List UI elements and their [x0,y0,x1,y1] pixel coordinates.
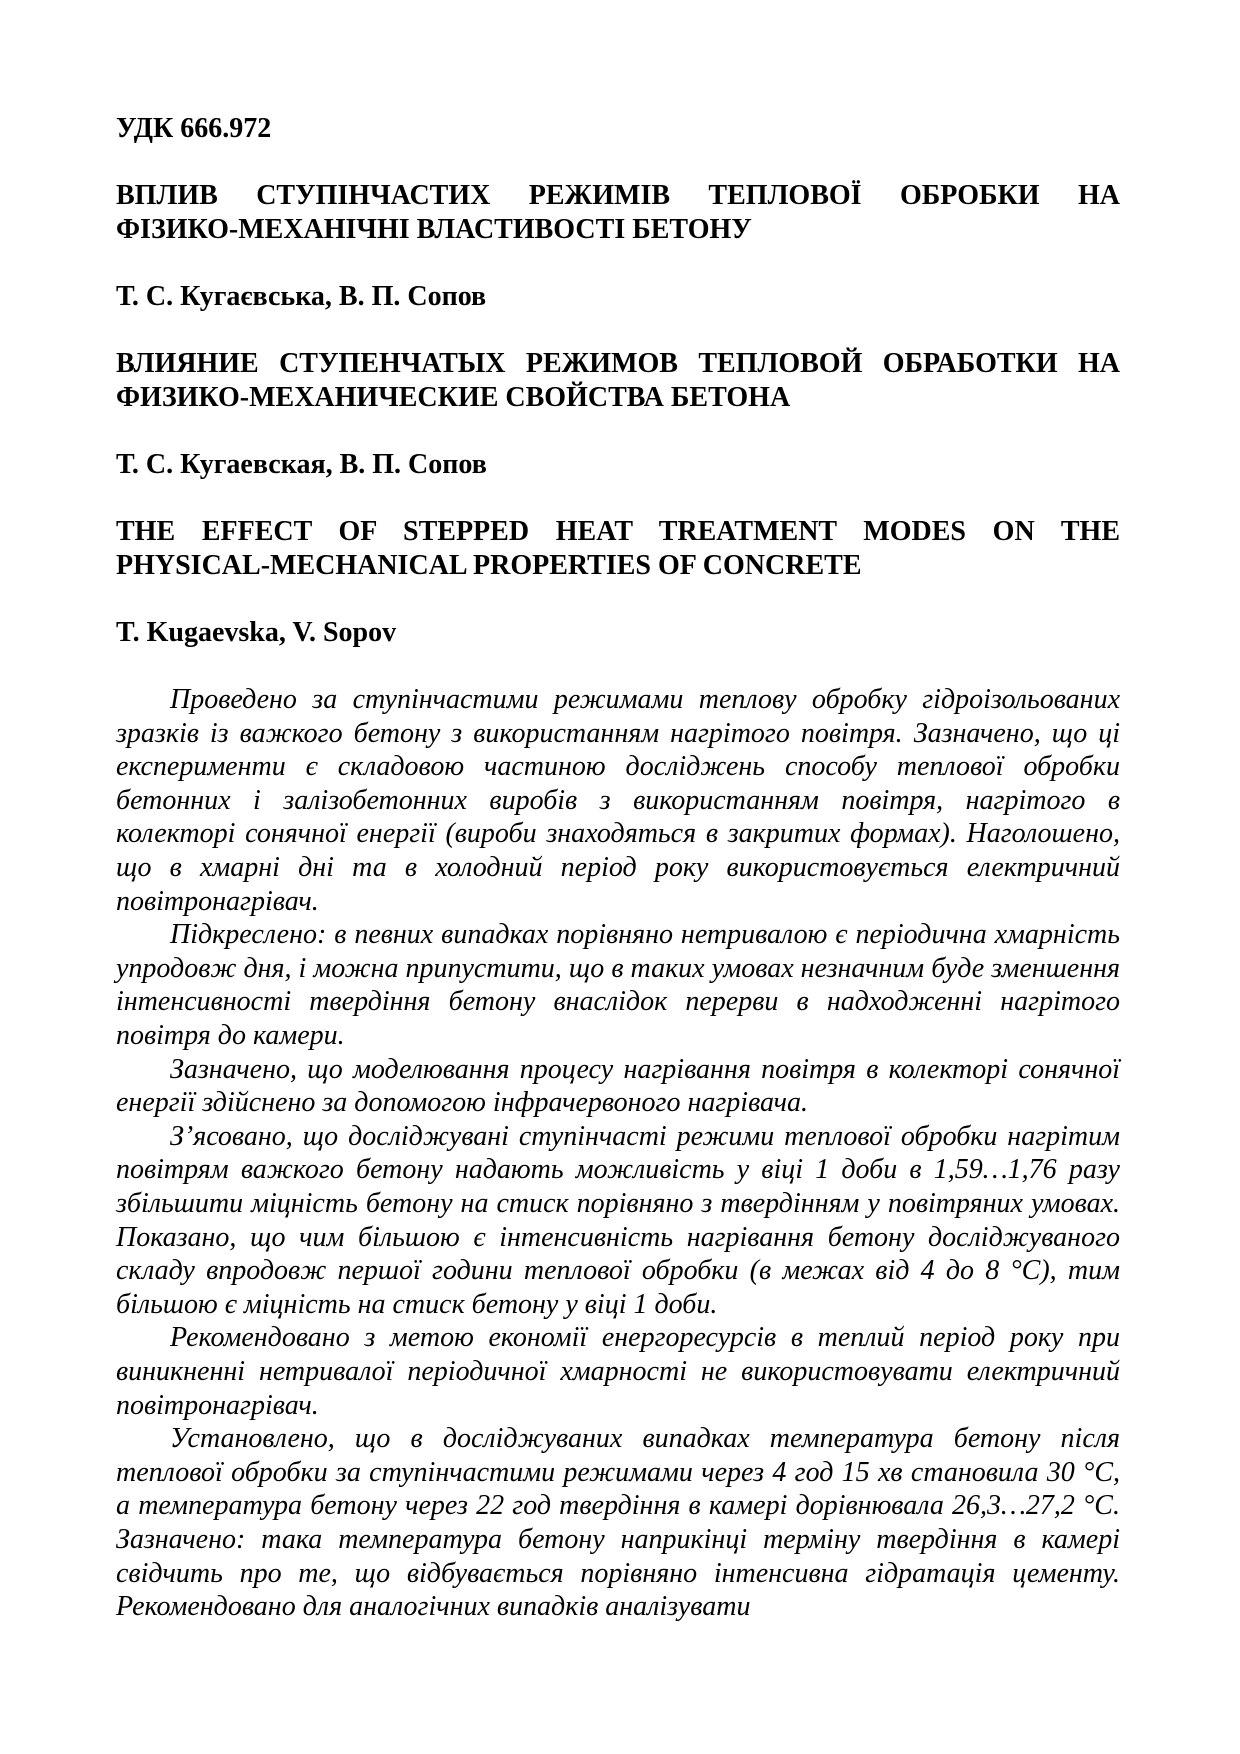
authors-ua: Т. С. Кугаєвська, В. П. Сопов [116,280,487,312]
spacer [116,650,1120,684]
spacer [116,146,1120,180]
abstract-paragraph: Зазначено, що моделювання процесу нагрівання повітря в колекторі сонячної енергії здійснено за допомогою інфрачервоного нагрівача. [116,1053,1120,1119]
title-line: ФИЗИКО-МЕХАНИЧЕСКИЕ СВОЙСТВА БЕТОНА [116,381,791,413]
title-line: THE EFFECT OF STEPPED HEAT TREATMENT MODES ON THE [116,516,1120,548]
title-line: PHYSICAL-MECHANICAL PROPERTIES OF CONCRETE [116,549,862,581]
abstract [116,683,1120,1624]
article-title-en [116,515,1120,582]
spacer [116,482,1120,516]
spacer [116,314,1120,348]
spacer [116,246,1120,280]
title-line: ФІЗИКО-МЕХАНІЧНІ ВЛАСТИВОСТІ БЕТОНУ [116,213,752,245]
article-title-ua [116,179,1120,246]
title-line: ВЛИЯНИЕ СТУПЕНЧАТЫХ РЕЖИМОВ ТЕПЛОВОЙ ОБРАБОТКИ НА [116,348,1120,380]
spacer [116,414,1120,448]
abstract-paragraph: Проведено за ступінчастими режимами теплову обробку гідроізольованих зразків із важкого бетону з використанням нагрітого повітря. Зазначено, що ці експерименти є складовою частиною досліджень способу теплової обробки бетонних і залізобетонних виробів з використанням повітря, нагрітого в колекторі сонячної енергії (вироби знаходяться в закритих формах). Наголошено, що в хмарні дні та в холодний період року використовується електричний повітронагрівач. [116,684,1120,917]
abstract-paragraph: Рекомендовано з метою економії енергоресурсів в теплий період року при виникненні нетривалої періодичної хмарності не використовувати електричний повітронагрівач. [116,1322,1120,1421]
title-line: ВПЛИВ СТУПІНЧАСТИХ РЕЖИМІВ ТЕПЛОВОЇ ОБРОБКИ НА [116,180,1120,212]
authors-en: T. Kugaevska, V. Sopov [116,616,397,648]
spacer [116,582,1120,616]
abstract-paragraph: Установлено, що в досліджуваних випадках температура бетону після теплової обробки за ступінчастими режимами через 4 год 15 хв становила 30 °С, а температура бетону через 22 год твердіння в камері дорівнювала 26,3…27,2 °С. Зазначено: така температура бетону наприкінці терміну твердіння в камері свідчить про те, що відбувається порівняно інтенсивна гідратація цементу. Рекомендовано для аналогічних випадків аналізувати [116,1423,1120,1623]
abstract-paragraph: Підкреслено: в певних випадках порівняно нетривалою є періодична хмарність упродовж дня, і можна припустити, що в таких умовах незначним буде зменшення інтенсивності твердіння бетону внаслідок перерви в надходженні нагрітого повітря до камери. [116,919,1120,1052]
authors-ru: Т. С. Кугаевская, В. П. Сопов [116,448,487,480]
udc-code: УДК 666.972 [116,113,272,144]
abstract-paragraph: З’ясовано, що досліджувані ступінчасті режими теплової обробки нагрітим повітрям важкого бетону надають можливість у віці 1 доби в 1,59…1,76 разу збільшити міцність бетону на стиск порівняно з твердінням у повітряних умовах. Показано, що чим більшою є інтенсивність нагрівання бетону досліджуваного складу впродовж першої години теплової обробки (в межах від 4 до 8 °С), тим більшою є міцність на стиск бетону у віці 1 доби. [116,1120,1120,1320]
article-title-ru [116,347,1120,414]
